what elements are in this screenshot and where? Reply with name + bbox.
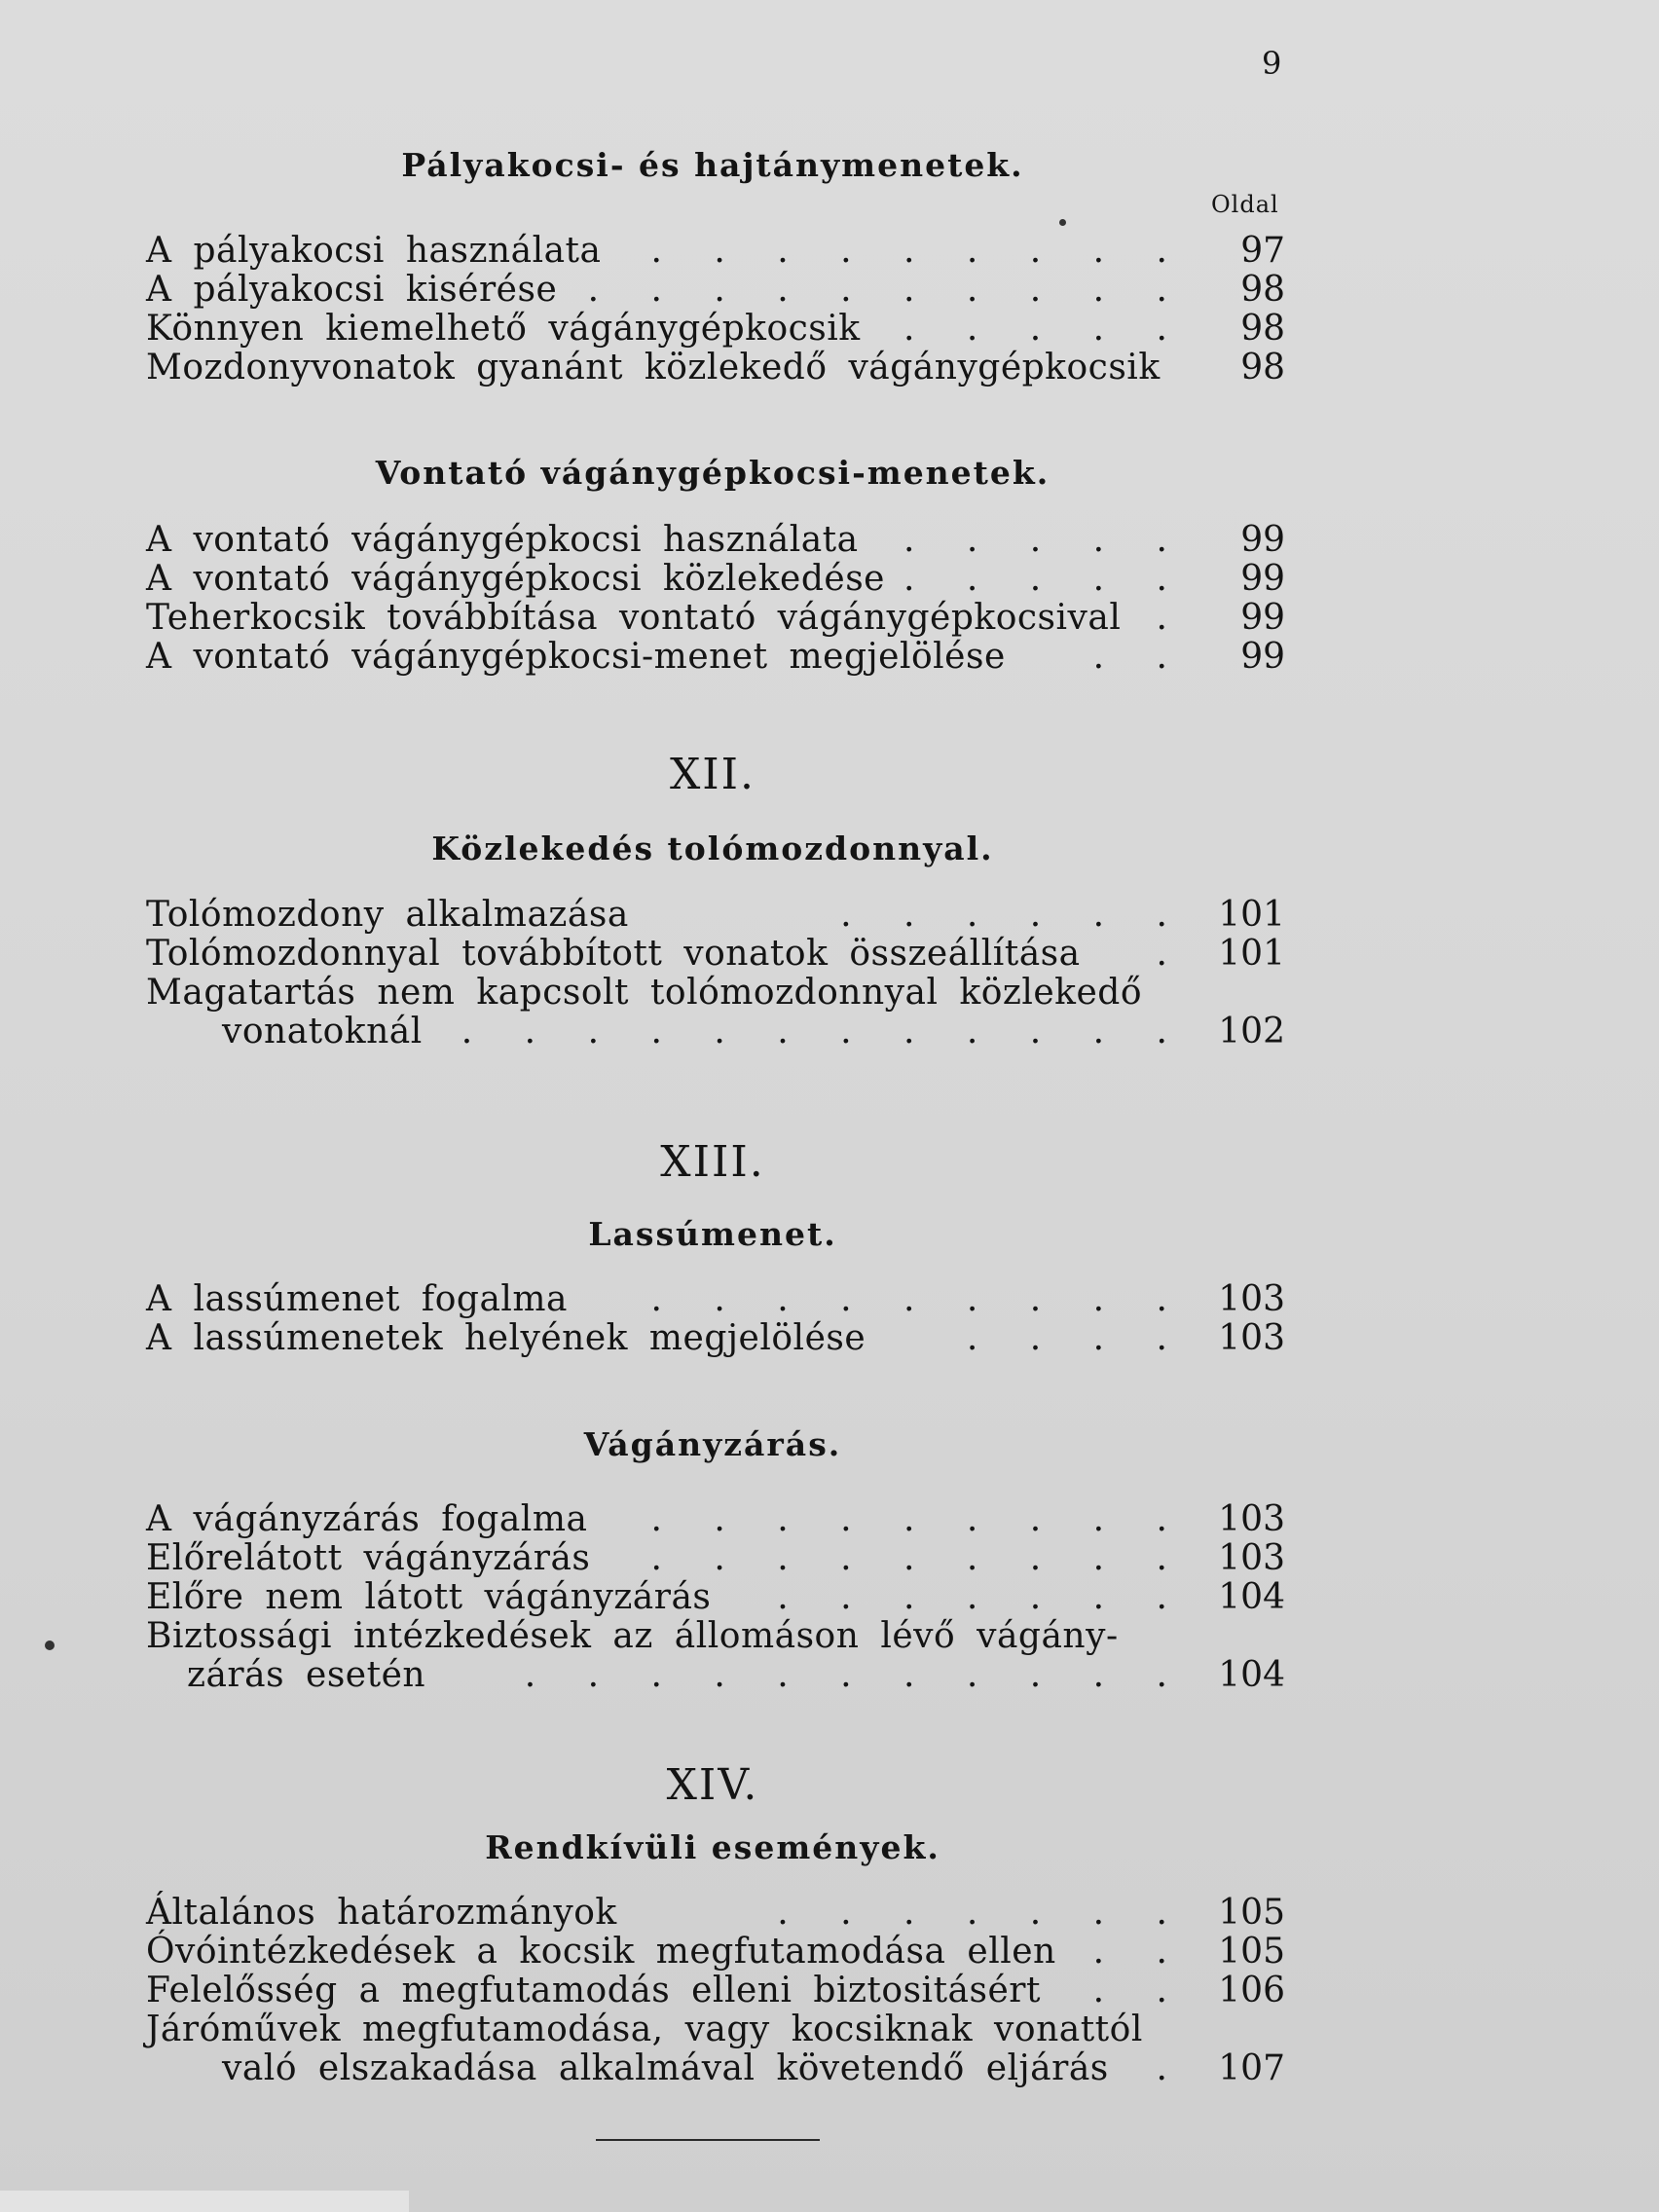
toc-entry-page: 103 [1218,1318,1285,1358]
section-heading-palyakocsi: Pályakocsi- és hajtánymenetek. [401,146,1024,184]
ink-speck [1059,219,1066,226]
toc-entry-page: 99 [1240,598,1285,638]
toc-entry-page: 103 [1218,1538,1285,1578]
toc-entry-title: A vontató vágánygépkocsi közlekedése [146,559,885,599]
dot-leader: . . [1092,637,1188,677]
dot-leader: . . . . . . . . . . . [524,1655,1188,1695]
toc-entry-title: Könnyen kiemelhető vágánygépkocsik [146,309,861,349]
toc-entry-title: A pályakocsi kisérése [146,270,558,310]
dot-leader: . [1156,598,1188,638]
toc-entry-page: 99 [1240,520,1285,560]
toc-entry-page: 98 [1240,309,1285,349]
dot-leader: . . . . [966,1318,1188,1358]
toc-entry-page: 99 [1240,559,1285,599]
toc-entry [146,232,1285,271]
toc-entry-title: Tolómozdony alkalmazása [146,895,629,935]
toc-entry-page: 102 [1218,1012,1285,1051]
closing-rule [596,2139,820,2141]
dot-leader: . . . . . [903,520,1188,560]
chapter-number-xiv: XIV. [666,1760,759,1810]
toc-entry [146,310,1285,349]
toc-entry-title: A lassúmenetek helyének megjelölése [146,1318,866,1358]
dot-leader: . . . . . . . . . [650,231,1188,271]
dot-leader: . . . . . . . [777,1893,1188,1933]
toc-entry-page: 99 [1240,637,1285,677]
toc-entry [146,1972,1285,2010]
toc-entry [146,1280,1285,1319]
dot-leader: . . . . . . . . . . [587,270,1188,310]
dot-leader: . . [1092,1971,1188,2010]
toc-entry [146,599,1285,638]
toc-entry-page: 97 [1240,231,1285,271]
page-column-label: Oldal [1211,191,1279,218]
toc-entry-continuation-title: zárás esetén [187,1655,426,1695]
toc-entry-title: Előrelátott vágányzárás [146,1538,591,1578]
toc-entry-title: Teherkocsik továbbítása vontató vágánygépkocsival [146,598,1122,638]
toc-entry [146,1578,1285,1617]
toc-entry-title: A vontató vágánygépkocsi használata [146,520,859,560]
toc-entry-page: 104 [1218,1655,1285,1695]
toc-entry-title: Mozdonyvonatok gyanánt közlekedő vágánygépkocsik [146,348,1161,387]
toc-entry [146,2010,1285,2049]
dot-leader: . [1156,934,1188,974]
dot-leader: . [1156,2048,1188,2088]
toc-entry-title: Előre nem látott vágányzárás [146,1577,712,1617]
toc-entry [146,974,1285,1013]
toc-entry-title: A vontató vágánygépkocsi-menet megjelölése [146,637,1006,677]
toc-entry-page: 98 [1240,270,1285,310]
toc-entry-title: Járóművek megfutamodása, vagy kocsiknak vonattól [146,2009,1143,2049]
toc-entry-title: Magatartás nem kapcsolt tolómozdonnyal közlekedő [146,973,1143,1013]
toc-entry-page: 98 [1240,348,1285,387]
toc-entry [146,1539,1285,1578]
dot-leader: . . . . . . . [777,1577,1188,1617]
dot-leader: . . . . . . . . . [650,1499,1188,1539]
toc-entry-title: Általános határozmányok [146,1893,617,1933]
dot-leader: . . . . . [903,559,1188,599]
chapter-number-xii: XII. [669,750,756,799]
page-edge-strip [0,2191,409,2212]
toc-entry [146,521,1285,560]
dot-leader: . . [1092,1932,1188,1972]
toc-entry-page: 101 [1218,895,1285,935]
section-heading-vaganyzaras: Vágányzárás. [583,1425,842,1463]
toc-entry-continuation [146,1656,1285,1695]
toc-entry-title: A pályakocsi használata [146,231,602,271]
dot-leader: . . . . . . . . . [650,1279,1188,1319]
page-number: 9 [1262,45,1282,82]
toc-entry [146,896,1285,935]
toc-entry-page: 103 [1218,1279,1285,1319]
dot-leader: . . . . . . . . . [650,1538,1188,1578]
section-heading-xiv: Rendkívüli események. [485,1828,940,1866]
toc-entry-page: 105 [1218,1932,1285,1972]
section-heading-vontato: Vontató vágánygépkocsi-menetek. [375,454,1051,492]
toc-entry [146,560,1285,599]
toc-entry-continuation [146,1013,1285,1051]
section-heading-xii: Közlekedés tolómozdonnyal. [431,830,994,867]
toc-entry [146,1933,1285,1972]
toc-entry [146,1319,1285,1358]
toc-entry [146,1500,1285,1539]
toc-entry-page: 104 [1218,1577,1285,1617]
toc-entry-title: Tolómozdonnyal továbbított vonatok összeállítása [146,934,1081,974]
chapter-number-xiii: XIII. [660,1137,765,1187]
toc-entry [146,638,1285,677]
toc-entry [146,271,1285,310]
toc-entry-title: Biztossági intézkedések az állomáson lévő vágány- [146,1616,1119,1656]
toc-entry-title: Óvóintézkedések a kocsik megfutamodása ellen [146,1932,1056,1972]
toc-entry [146,935,1285,974]
toc-entry-page: 101 [1218,934,1285,974]
toc-entry [146,1894,1285,1933]
toc-entry-continuation-title: vonatoknál [222,1012,423,1051]
toc-entry-continuation [146,2049,1285,2088]
toc-entry-page: 107 [1218,2048,1285,2088]
toc-entry-title: A lassúmenet fogalma [146,1279,569,1319]
toc-entry [146,1617,1285,1656]
toc-entry-page: 103 [1218,1499,1285,1539]
section-heading-xiii: Lassúmenet. [588,1215,837,1253]
toc-entry-page: 106 [1218,1971,1285,2010]
dot-leader: . . . . . . . . . . . . [461,1012,1188,1051]
toc-entry-page: 105 [1218,1893,1285,1933]
toc-entry-title: Felelősség a megfutamodás elleni biztositásért [146,1971,1041,2010]
toc-entry [146,349,1285,387]
dot-leader: . . . . . . [840,895,1188,935]
dot-leader: . . . . . [903,309,1188,349]
ink-speck [45,1641,55,1650]
toc-entry-title: A vágányzárás fogalma [146,1499,588,1539]
toc-entry-continuation-title: való elszakadása alkalmával követendő eljárás [222,2048,1109,2088]
